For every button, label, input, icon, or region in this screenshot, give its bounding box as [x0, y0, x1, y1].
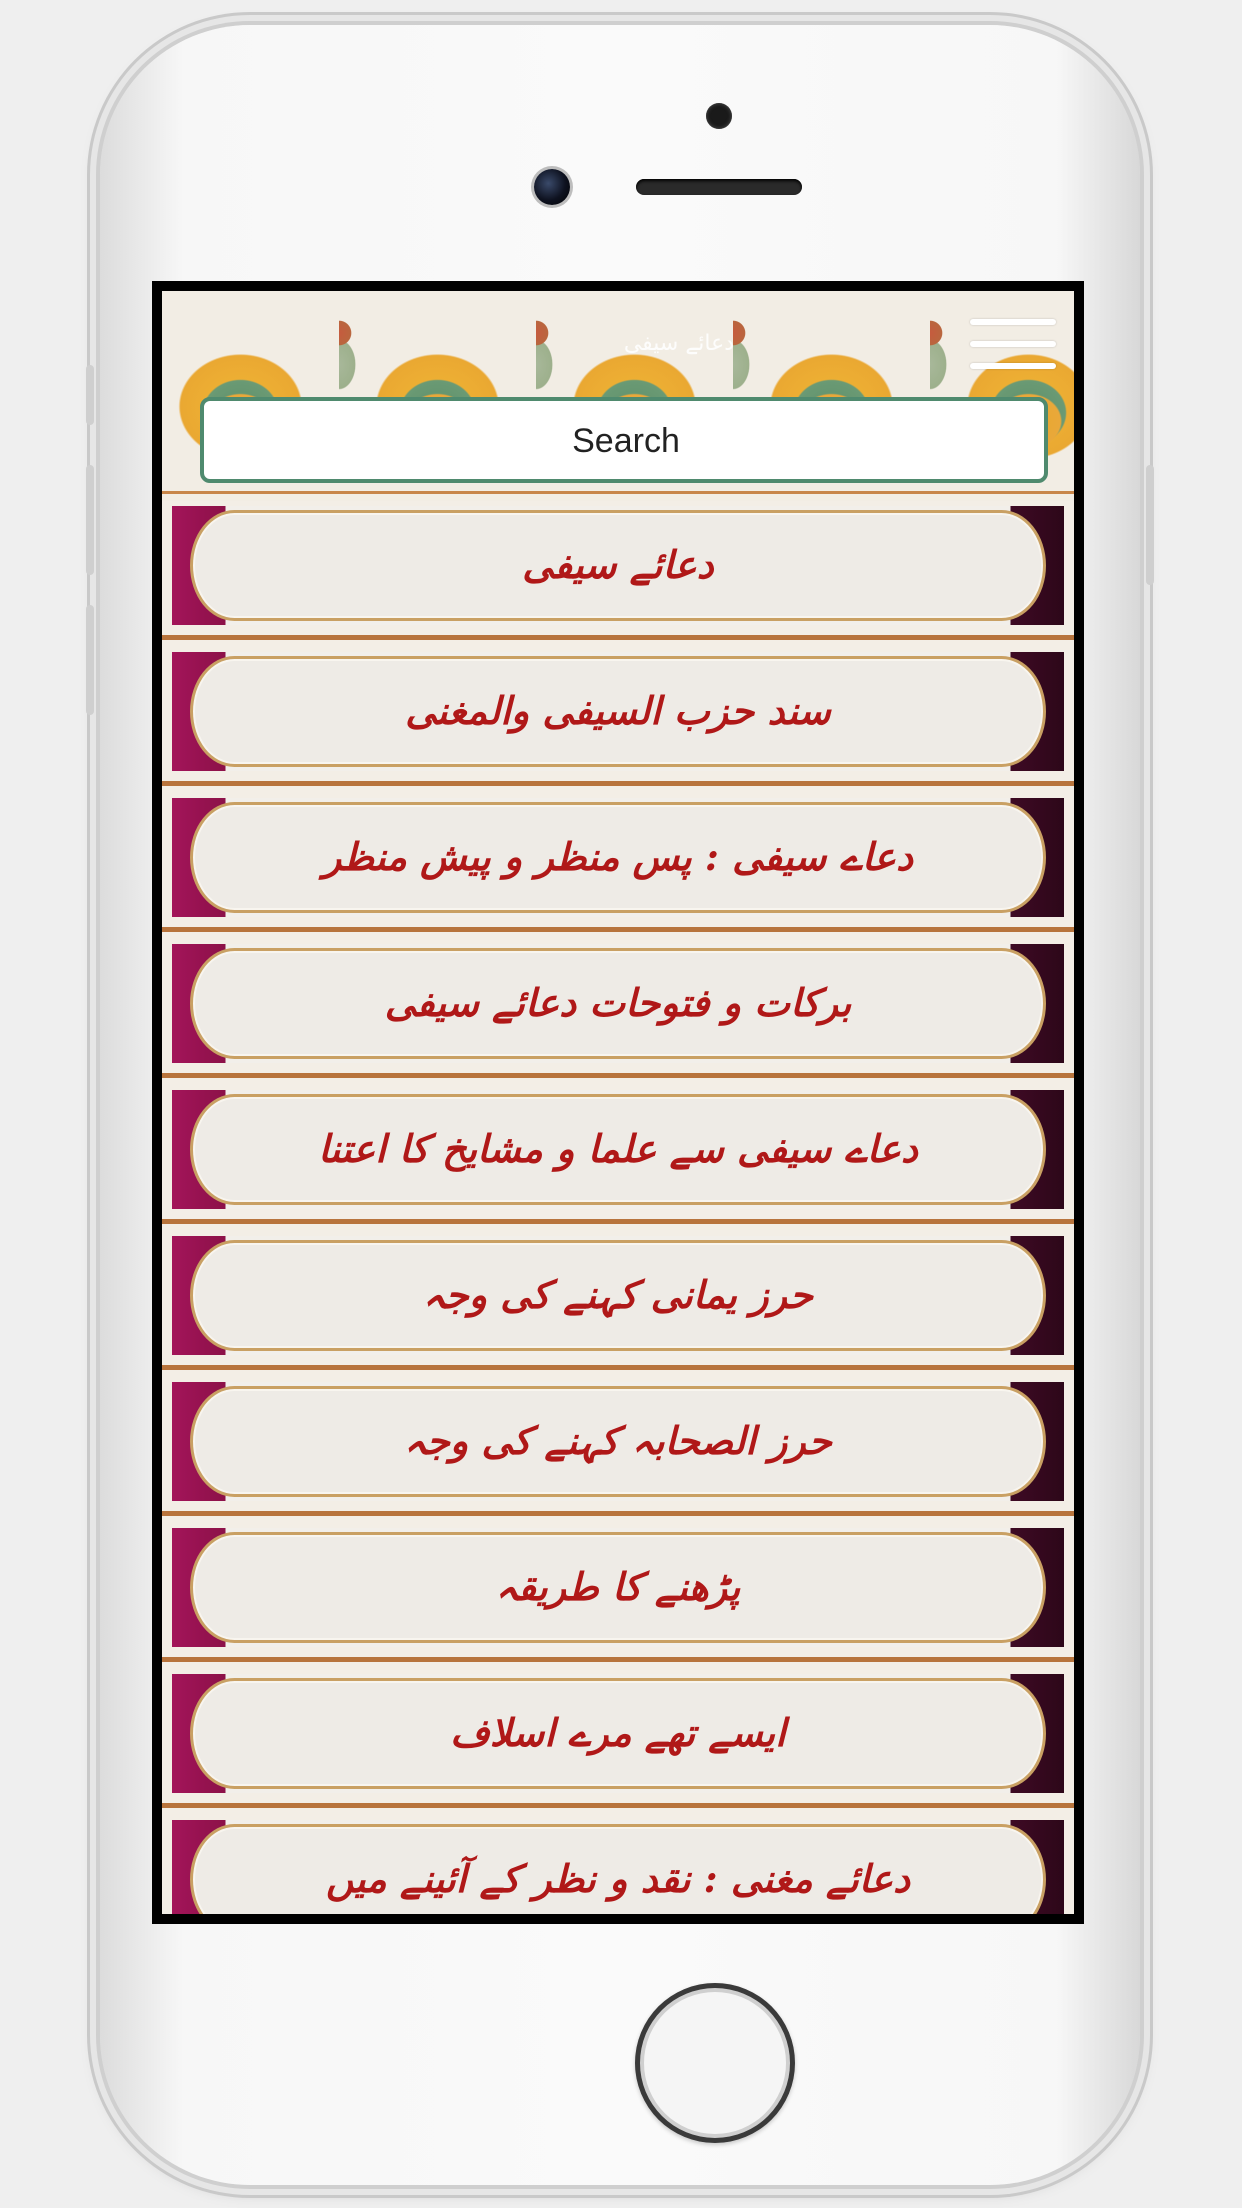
- item-label: دعائے سیفی: [522, 542, 714, 587]
- hamburger-menu-icon[interactable]: [970, 319, 1056, 369]
- list-item[interactable]: [162, 786, 1074, 932]
- item-label: دعاے سیفی سے علما و مشایخ کا اعتنا: [318, 1126, 918, 1171]
- list-item[interactable]: [162, 494, 1074, 640]
- phone-screen: [152, 281, 1084, 1924]
- list-item[interactable]: [162, 1516, 1074, 1662]
- front-camera: [534, 169, 570, 205]
- item-label: دعائے مغنی : نقد و نظر کے آئینے میں: [326, 1856, 910, 1901]
- item-label: حرز یمانی کہنے کی وجہ: [422, 1272, 814, 1317]
- power-button: [1146, 465, 1154, 585]
- search-input[interactable]: [204, 401, 1048, 481]
- volume-up-button: [86, 465, 94, 575]
- mute-switch: [86, 365, 94, 425]
- item-label: برکات و فتوحات دعائے سیفی: [384, 980, 852, 1025]
- search-box: [200, 397, 1048, 483]
- proximity-sensor: [706, 103, 732, 129]
- topic-list: [162, 491, 1074, 1914]
- home-button[interactable]: [635, 1983, 795, 2143]
- header-title: دعائے سیفی: [623, 331, 734, 356]
- item-label: ایسے تھے مرے اسلاف: [450, 1710, 786, 1755]
- item-label: دعاے سیفی : پس منظر و پیش منظر: [322, 834, 914, 879]
- list-item[interactable]: [162, 640, 1074, 786]
- earpiece-speaker: [636, 179, 802, 195]
- list-item[interactable]: [162, 932, 1074, 1078]
- list-item[interactable]: [162, 1808, 1074, 1914]
- volume-down-button: [86, 605, 94, 715]
- list-item[interactable]: [162, 1370, 1074, 1516]
- list-item[interactable]: [162, 1662, 1074, 1808]
- ornamental-header: [162, 291, 1074, 501]
- item-label: حرز الصحابہ کہنے کی وجہ: [404, 1418, 832, 1463]
- app-root: [162, 291, 1074, 1914]
- list-item[interactable]: [162, 1078, 1074, 1224]
- item-label: سند حزب السیفی والمغنی: [405, 688, 831, 733]
- list-item[interactable]: [162, 1224, 1074, 1370]
- item-label: پڑھنے کا طریقہ: [495, 1564, 741, 1609]
